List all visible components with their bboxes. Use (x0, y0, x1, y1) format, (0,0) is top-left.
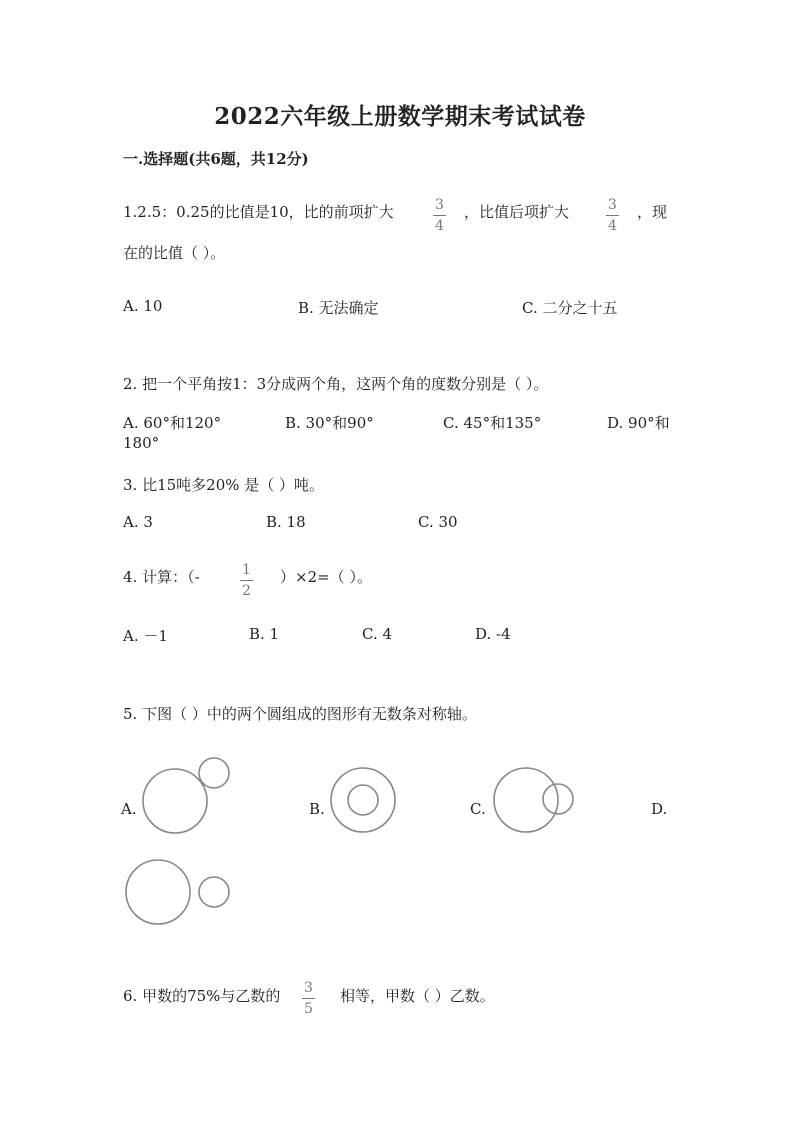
q4-option-a: A. －1 (123, 627, 168, 645)
q2-text: 2. 把一个平角按1：3分成两个角，这两个角的度数分别是（ ）。 (123, 375, 549, 393)
q1-frac2-denominator: 4 (608, 218, 617, 234)
q1-option-b: B. 无法确定 (298, 299, 379, 317)
outer-circle (331, 768, 395, 832)
q4-text-part-2: ）×2=（ ）。 (280, 568, 372, 586)
q3-option-b: B. 18 (266, 513, 306, 531)
q2-option-d-continued: 180° (123, 434, 160, 452)
figure-d-separate-circles (120, 854, 240, 934)
q3-option-a: A. 3 (123, 513, 153, 531)
q2-option-a: A. 60°和120° (123, 414, 222, 432)
fraction-bar (240, 580, 253, 581)
q1-fraction-2 (606, 196, 619, 235)
q1-frac1-denominator: 4 (435, 218, 444, 234)
large-circle (126, 860, 190, 924)
q1-text-part-3: ，现 (637, 203, 668, 221)
q4-text-part-1: 4. 计算：（- (123, 568, 200, 586)
q1-frac1-numerator: 3 (435, 197, 444, 213)
q1-option-c: C. 二分之十五 (522, 299, 618, 317)
q5-option-a: A. (121, 800, 137, 818)
q2-option-c: C. 45°和135° (443, 414, 542, 432)
q2-option-d: D. 90°和 (607, 414, 670, 432)
page-title: 2022六年级上册数学期末考试试卷 (214, 103, 586, 130)
q6-text-part-1: 6. 甲数的75%与乙数的 (123, 987, 281, 1005)
q6-frac-denominator: 5 (304, 1001, 313, 1017)
small-circle (199, 758, 229, 788)
fraction-bar (606, 215, 619, 216)
q4-fraction (240, 561, 253, 600)
large-circle (143, 769, 207, 833)
q5-option-d: D. (651, 800, 668, 818)
q2-option-b: B. 30°和90° (285, 414, 374, 432)
large-circle (494, 768, 558, 832)
q1-fraction-1 (433, 196, 446, 235)
q6-text-part-2: 相等，甲数（ ）乙数。 (340, 987, 495, 1005)
q1-text-part-1: 1.2.5：0.25的比值是10，比的前项扩大 (123, 203, 394, 221)
q5-text: 5. 下图（ ）中的两个圆组成的图形有无数条对称轴。 (123, 705, 477, 723)
inner-circle (348, 785, 378, 815)
q4-frac-denominator: 2 (242, 583, 251, 599)
q5-option-b: B. (309, 800, 325, 818)
figure-c-intersecting-circles (488, 762, 583, 842)
q1-text-part-2: ，比值后项扩大 (464, 203, 570, 221)
q6-frac-numerator: 3 (304, 980, 313, 996)
q4-frac-numerator: 1 (242, 562, 251, 578)
q3-option-c: C. 30 (418, 513, 458, 531)
q4-option-c: C. 4 (362, 625, 393, 643)
figure-a-two-circles-tangent (135, 752, 235, 838)
fraction-bar (433, 215, 446, 216)
small-circle (199, 877, 229, 907)
section-heading: 一.选择题(共6题，共12分) (123, 150, 309, 168)
q6-fraction (302, 979, 315, 1018)
q1-option-a: A. 10 (123, 297, 163, 315)
q3-text: 3. 比15吨多20% 是（ ）吨。 (123, 476, 325, 494)
q1-text-line-2: 在的比值（ ）。 (123, 244, 226, 262)
fraction-bar (302, 998, 315, 999)
q5-option-c: C. (470, 800, 486, 818)
q1-frac2-numerator: 3 (608, 197, 617, 213)
figure-b-concentric-circles (325, 762, 405, 842)
q4-option-b: B. 1 (249, 625, 280, 643)
q4-option-d: D. -4 (475, 625, 511, 643)
